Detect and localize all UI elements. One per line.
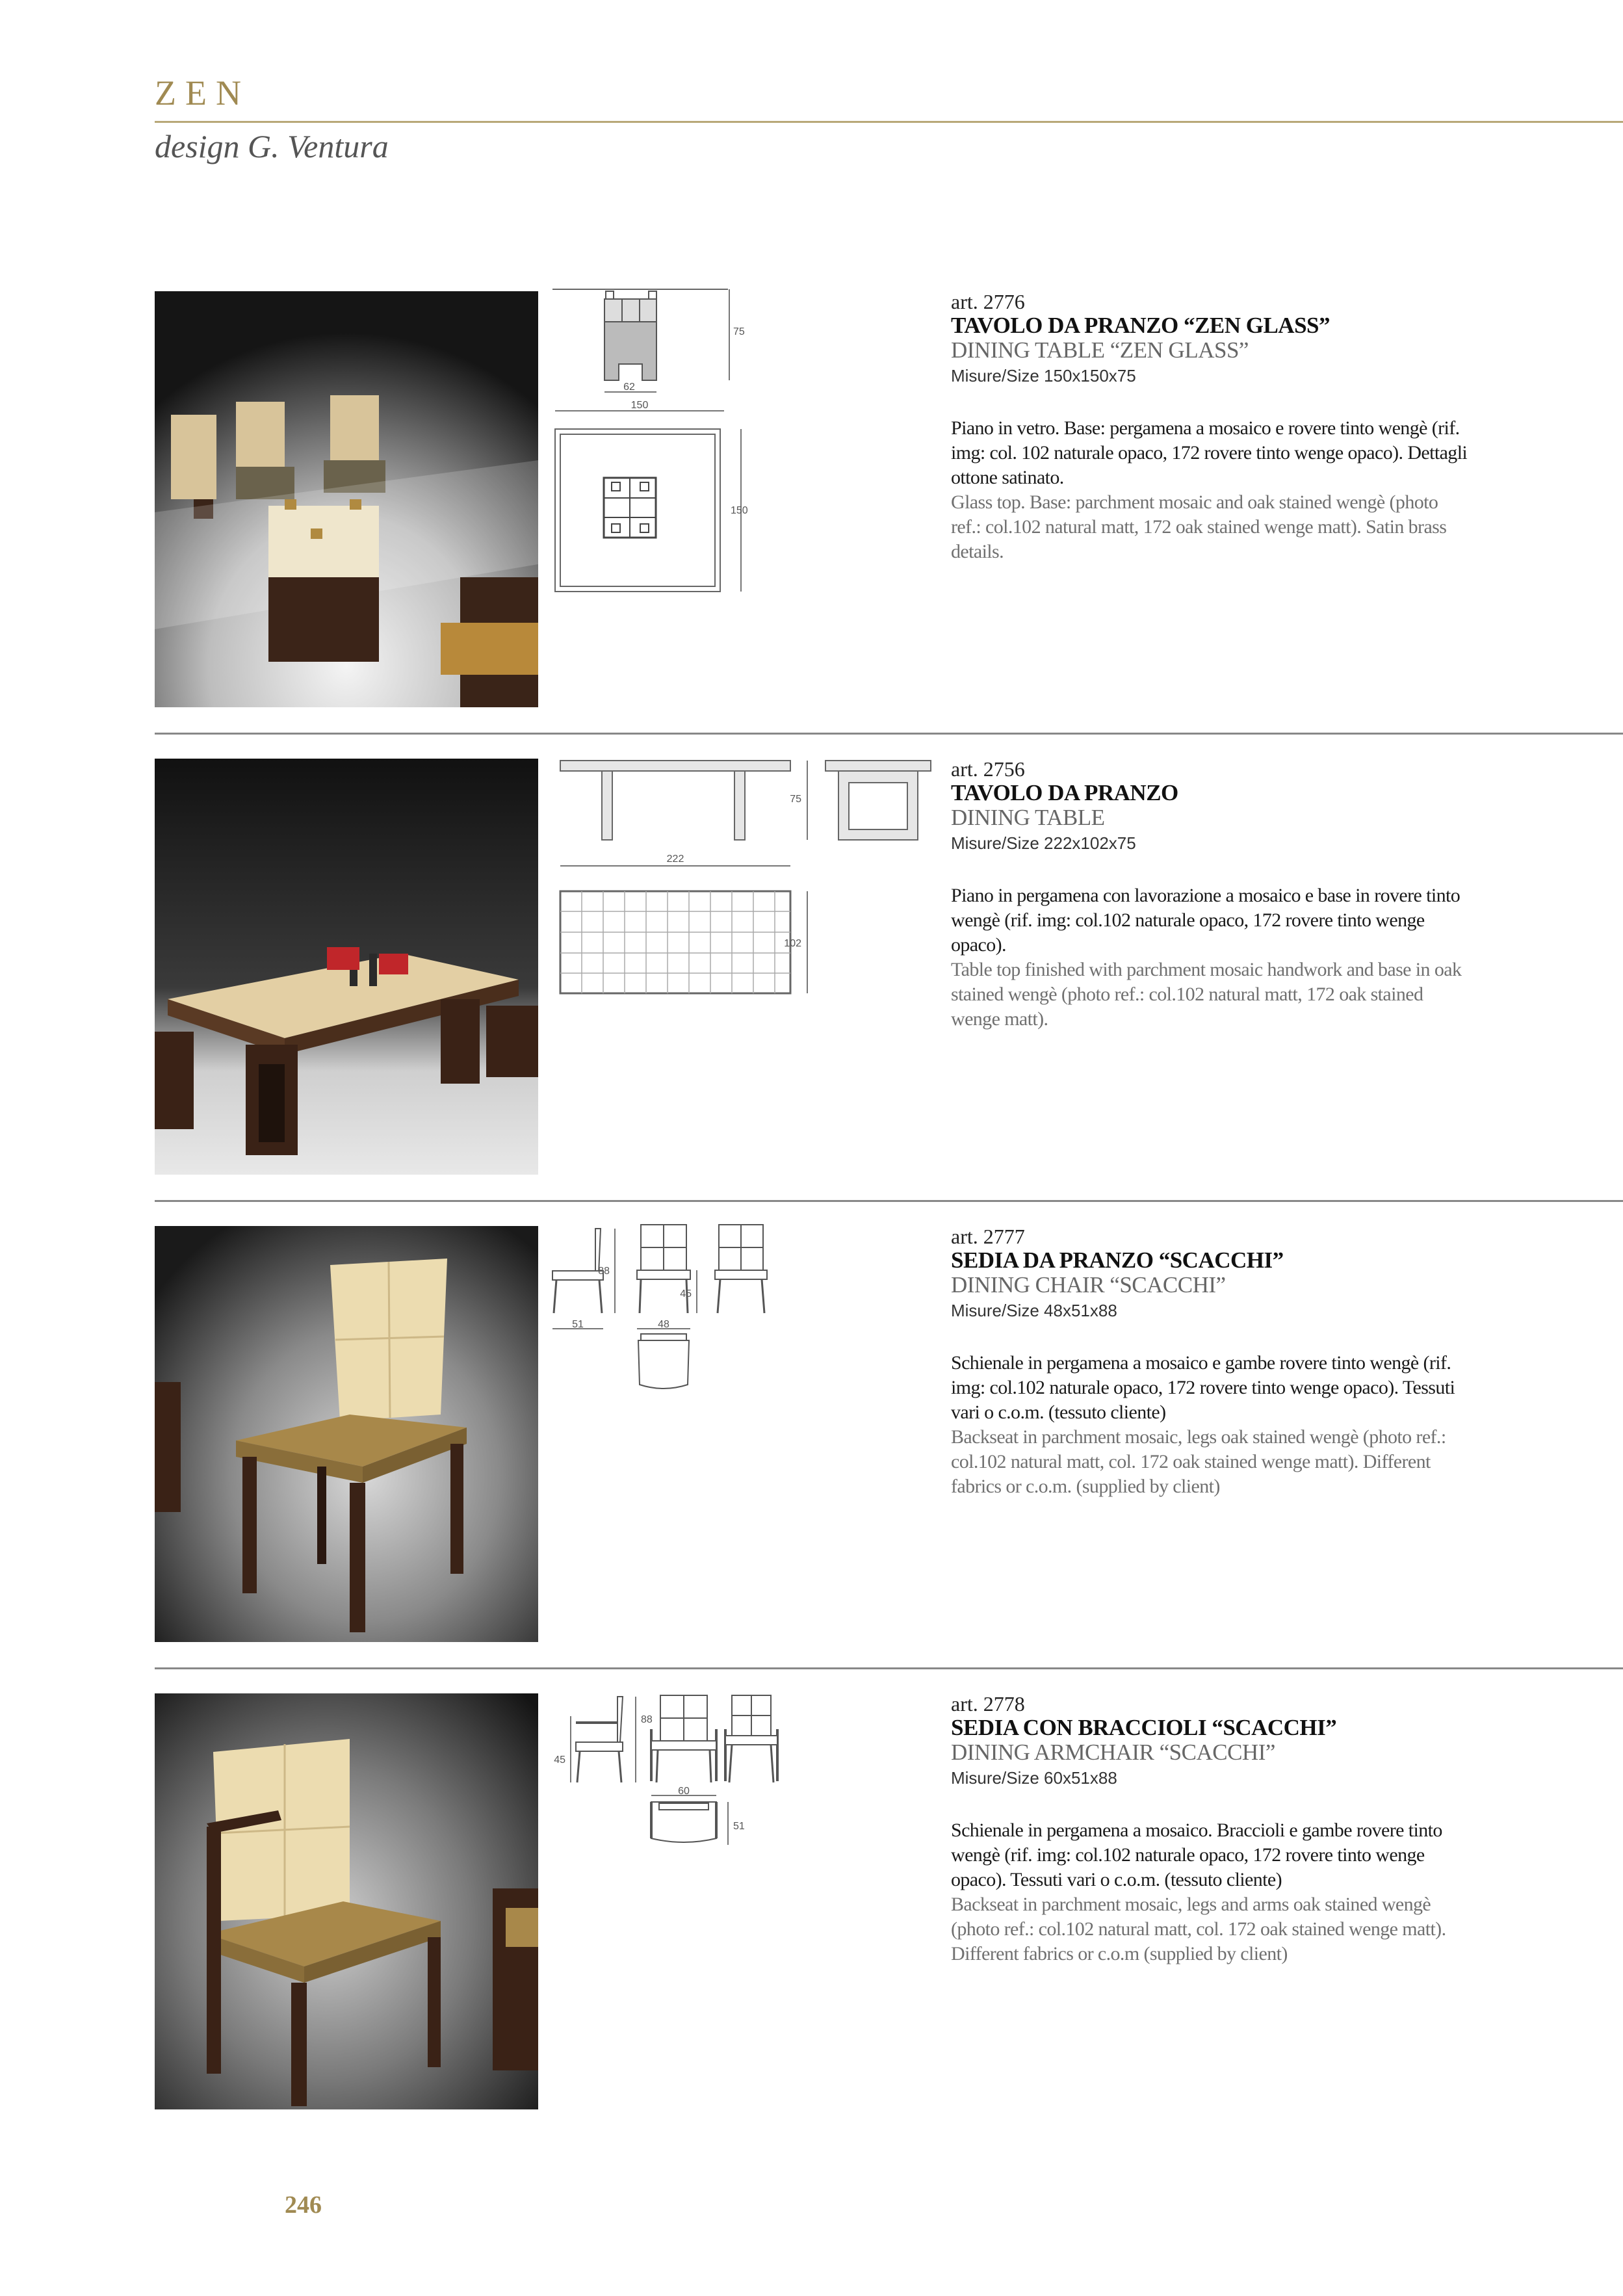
- product-size: Misure/Size 60x51x88: [951, 1768, 1117, 1788]
- dimension-label: 60: [678, 1786, 690, 1797]
- dimension-label: 45: [680, 1288, 692, 1299]
- product-photo-zen-glass-table: [155, 291, 538, 707]
- product-name-en: DINING ARMCHAIR “SCACCHI”: [951, 1740, 1275, 1765]
- description-en: Table top finished with parchment mosaic handwork and base in oak stained wengè (photo ref.: col.102 natural matt, 172 oak stained wenge matt).: [951, 959, 1462, 1030]
- dimension-label: 48: [658, 1319, 669, 1330]
- description-en: Glass top. Base: parchment mosaic and oak stained wengè (photo ref.: col.102 natural matt, 172 oak stained wenge matt). Satin brass details.: [951, 491, 1447, 562]
- technical-drawing-scacchi-chair: [550, 1222, 771, 1398]
- product-name-en: DINING CHAIR “SCACCHI”: [951, 1272, 1226, 1298]
- product-size: Misure/Size 48x51x88: [951, 1301, 1117, 1320]
- article-number: art. 2756: [951, 757, 1025, 781]
- description-it: Schienale in pergamena a mosaico e gambe rovere tinto wengè (rif. img: col.102 naturale opaco, 172 rovere tinto wenge opaco). Tessuti vari o c.o.m. (tessuto cliente): [951, 1352, 1455, 1423]
- header-rule: [155, 121, 1623, 123]
- description-en: Backseat in parchment mosaic, legs oak stained wengè (photo ref.: col.102 natural matt, col. 172 oak stained wenge matt). Different fabrics or c.o.m. (supplied by client): [951, 1426, 1446, 1497]
- description-it: Piano in vetro. Base: pergamena a mosaico e rovere tinto wengè (rif. img: col. 102 naturale opaco, 172 rovere tinto wenge opaco). Dettagli ottone satinato.: [951, 417, 1468, 488]
- page-number: 246: [285, 2191, 322, 2219]
- article-number: art. 2776: [951, 290, 1025, 313]
- product-photo-scacchi-armchair: [155, 1693, 538, 2109]
- product-name-it: TAVOLO DA PRANZO: [951, 780, 1178, 805]
- article-number: art. 2777: [951, 1225, 1025, 1248]
- dimension-label: 62: [623, 382, 635, 393]
- product-name-it: SEDIA CON BRACCIOLI “SCACCHI”: [951, 1715, 1337, 1740]
- product-photo-dining-table: [155, 759, 538, 1175]
- dimension-label: 150: [731, 505, 748, 516]
- collection-title: ZEN: [155, 73, 250, 112]
- dimension-label: 51: [572, 1319, 584, 1330]
- dimension-label: 102: [784, 938, 801, 949]
- product-name-it: SEDIA DA PRANZO “SCACCHI”: [951, 1247, 1284, 1273]
- description-it: Piano in pergamena con lavorazione a mosaico e base in rovere tinto wengè (rif. img: col.102 naturale opaco, 172 rovere tinto wenge opaco).: [951, 885, 1461, 956]
- section-divider: [155, 1200, 1623, 1202]
- technical-drawing-scacchi-armchair: [550, 1690, 784, 1859]
- dimension-label: 88: [598, 1266, 610, 1277]
- dimension-label: 75: [733, 326, 745, 337]
- description-en: Backseat in parchment mosaic, legs and arms oak stained wengè (photo ref.: col.102 natural matt, col. 172 oak stained wenge matt). Different fabrics or c.o.m (supplied by client): [951, 1894, 1446, 1964]
- product-name-en: DINING TABLE: [951, 805, 1105, 830]
- product-size: Misure/Size 150x150x75: [951, 366, 1136, 385]
- dimension-label: 75: [790, 794, 801, 805]
- product-info-2776: [951, 290, 1471, 564]
- product-name-en: DINING TABLE “ZEN GLASS”: [951, 337, 1249, 363]
- product-photo-scacchi-chair: [155, 1226, 538, 1642]
- technical-drawing-zen-glass-table: [552, 286, 747, 598]
- dimension-label: 51: [733, 1821, 745, 1832]
- dimension-label: 45: [554, 1755, 565, 1766]
- product-info-2778: [951, 1692, 1471, 1966]
- designer-credit: design G. Ventura: [155, 128, 389, 164]
- product-info-2756: [951, 757, 1471, 1032]
- technical-drawing-dining-table: [558, 758, 948, 1018]
- dimension-label: 150: [630, 400, 649, 411]
- dimension-label: 222: [666, 854, 684, 865]
- article-number: art. 2778: [951, 1692, 1025, 1715]
- product-size: Misure/Size 222x102x75: [951, 833, 1136, 853]
- dimension-label: 88: [641, 1714, 653, 1725]
- description-it: Schienale in pergamena a mosaico. Braccioli e gambe rovere tinto wengè (rif. img: col.102 naturale opaco, 172 rovere tinto wenge opaco). Tessuti vari o c.o.m. (tessuto cliente): [951, 1820, 1442, 1890]
- section-divider: [155, 733, 1623, 735]
- product-info-2777: [951, 1225, 1471, 1499]
- product-name-it: TAVOLO DA PRANZO “ZEN GLASS”: [951, 313, 1331, 338]
- section-divider: [155, 1667, 1623, 1669]
